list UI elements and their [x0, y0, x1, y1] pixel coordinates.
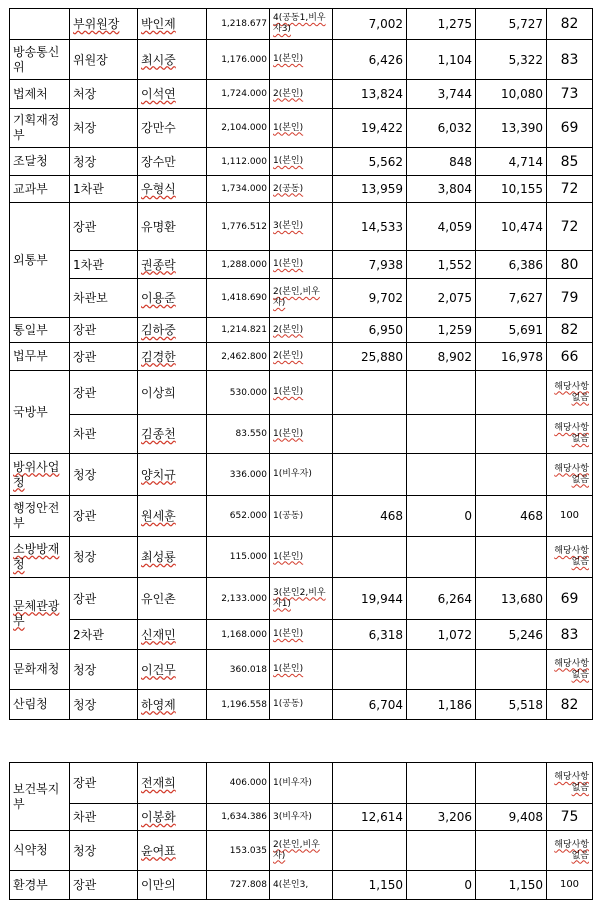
- org-cell: 보건복지부: [10, 763, 70, 831]
- org-cell: 문화재청: [10, 650, 70, 690]
- type-cell: 1(본인): [270, 371, 333, 415]
- value1-cell: 7,002: [333, 9, 407, 40]
- org-cell: 기획재정부: [10, 109, 70, 148]
- value2-cell: 6,264: [407, 578, 476, 620]
- share-cell: 1,776.512: [207, 203, 270, 251]
- value3-cell: 10,155: [476, 176, 547, 203]
- position-cell: 1차관: [70, 251, 138, 279]
- value1-cell: 19,944: [333, 578, 407, 620]
- org-cell: [10, 9, 70, 40]
- type-cell: 1(본인): [270, 415, 333, 454]
- position-cell: 차관보: [70, 279, 138, 318]
- value3-cell: 5,727: [476, 9, 547, 40]
- type-cell: 3(본인2,비우자1): [270, 578, 333, 620]
- position-cell: 청장: [70, 148, 138, 176]
- value2-cell: 1,275: [407, 9, 476, 40]
- org-cell: 통일부: [10, 318, 70, 343]
- score-cell: 해당사항없음: [547, 415, 593, 454]
- name-cell: 김종천: [138, 415, 207, 454]
- share-cell: 1,418.690: [207, 279, 270, 318]
- value1-cell: 14,533: [333, 203, 407, 251]
- value3-cell: 5,691: [476, 318, 547, 343]
- value1-cell: 6,318: [333, 620, 407, 650]
- name-cell: 원세훈: [138, 496, 207, 537]
- name-cell: 박인제: [138, 9, 207, 40]
- share-cell: 1,168.000: [207, 620, 270, 650]
- position-cell: 장관: [70, 203, 138, 251]
- name-cell: 이건무: [138, 650, 207, 690]
- value2-cell: 8,902: [407, 343, 476, 371]
- value2-cell: 1,259: [407, 318, 476, 343]
- org-cell: 식약청: [10, 831, 70, 871]
- value1-cell: [333, 763, 407, 804]
- value3-cell: [476, 371, 547, 415]
- type-cell: 1(비우자): [270, 763, 333, 804]
- value1-cell: 6,950: [333, 318, 407, 343]
- value2-cell: 0: [407, 496, 476, 537]
- value1-cell: 6,704: [333, 690, 407, 720]
- share-cell: 336.000: [207, 454, 270, 496]
- value2-cell: [407, 415, 476, 454]
- value3-cell: 13,390: [476, 109, 547, 148]
- share-cell: 115.000: [207, 537, 270, 578]
- type-cell: 1(공동): [270, 496, 333, 537]
- org-cell: 소방방재청: [10, 537, 70, 578]
- value1-cell: [333, 371, 407, 415]
- score-cell: 100: [547, 496, 593, 537]
- value3-cell: 10,080: [476, 80, 547, 109]
- value3-cell: [476, 763, 547, 804]
- score-cell: 82: [547, 9, 593, 40]
- score-cell: 75: [547, 804, 593, 831]
- type-cell: 1(본인): [270, 148, 333, 176]
- score-cell: 80: [547, 251, 593, 279]
- type-cell: 1(공동): [270, 690, 333, 720]
- score-cell: 해당사항없음: [547, 650, 593, 690]
- type-cell: 2(본인): [270, 318, 333, 343]
- value1-cell: 13,959: [333, 176, 407, 203]
- type-cell: 2(공동): [270, 176, 333, 203]
- share-cell: 2,104.000: [207, 109, 270, 148]
- value2-cell: 3,206: [407, 804, 476, 831]
- org-cell: 외통부: [10, 203, 70, 318]
- position-cell: 장관: [70, 871, 138, 900]
- org-cell: 법무부: [10, 343, 70, 371]
- value1-cell: 468: [333, 496, 407, 537]
- asset-table-2: [9, 762, 593, 900]
- score-cell: 해당사항없음: [547, 831, 593, 871]
- score-cell: 83: [547, 40, 593, 80]
- value3-cell: 468: [476, 496, 547, 537]
- position-cell: 부위원장: [70, 9, 138, 40]
- org-cell: 환경부: [10, 871, 70, 900]
- value2-cell: 4,059: [407, 203, 476, 251]
- value1-cell: [333, 454, 407, 496]
- asset-table-1-body: [10, 9, 593, 720]
- value1-cell: 7,938: [333, 251, 407, 279]
- score-cell: 79: [547, 279, 593, 318]
- value2-cell: [407, 831, 476, 871]
- value3-cell: 5,518: [476, 690, 547, 720]
- name-cell: 윤여표: [138, 831, 207, 871]
- name-cell: 양치규: [138, 454, 207, 496]
- org-cell: 문체관광부: [10, 578, 70, 650]
- share-cell: 406.000: [207, 763, 270, 804]
- name-cell: 신재민: [138, 620, 207, 650]
- share-cell: 1,196.558: [207, 690, 270, 720]
- name-cell: 유인촌: [138, 578, 207, 620]
- position-cell: 위원장: [70, 40, 138, 80]
- name-cell: 유명환: [138, 203, 207, 251]
- value3-cell: [476, 650, 547, 690]
- score-cell: 83: [547, 620, 593, 650]
- name-cell: 김하중: [138, 318, 207, 343]
- share-cell: 1,724.000: [207, 80, 270, 109]
- score-cell: 82: [547, 690, 593, 720]
- org-cell: 국방부: [10, 371, 70, 454]
- type-cell: 1(본인): [270, 650, 333, 690]
- type-cell: 1(본인): [270, 251, 333, 279]
- value2-cell: 1,552: [407, 251, 476, 279]
- name-cell: 장수만: [138, 148, 207, 176]
- share-cell: 360.018: [207, 650, 270, 690]
- type-cell: 1(본인): [270, 109, 333, 148]
- share-cell: 83.550: [207, 415, 270, 454]
- type-cell: 1(비우자): [270, 454, 333, 496]
- org-cell: 교과부: [10, 176, 70, 203]
- position-cell: 2차관: [70, 620, 138, 650]
- score-cell: 82: [547, 318, 593, 343]
- position-cell: 청장: [70, 650, 138, 690]
- score-cell: 72: [547, 176, 593, 203]
- position-cell: 처장: [70, 109, 138, 148]
- position-cell: 청장: [70, 690, 138, 720]
- value2-cell: 1,186: [407, 690, 476, 720]
- type-cell: 4(공동1,비우자3): [270, 9, 333, 40]
- value2-cell: 6,032: [407, 109, 476, 148]
- asset-table-1: [9, 8, 593, 720]
- value1-cell: 19,422: [333, 109, 407, 148]
- position-cell: 장관: [70, 343, 138, 371]
- score-cell: 69: [547, 578, 593, 620]
- value1-cell: 9,702: [333, 279, 407, 318]
- share-cell: 1,218.677: [207, 9, 270, 40]
- share-cell: 2,462.800: [207, 343, 270, 371]
- name-cell: 이용준: [138, 279, 207, 318]
- value3-cell: 16,978: [476, 343, 547, 371]
- org-cell: 조달청: [10, 148, 70, 176]
- name-cell: 김경한: [138, 343, 207, 371]
- share-cell: 1,214.821: [207, 318, 270, 343]
- type-cell: 4(본인3,: [270, 871, 333, 900]
- type-cell: 2(본인,비우자): [270, 279, 333, 318]
- value3-cell: 1,150: [476, 871, 547, 900]
- org-cell: 산림청: [10, 690, 70, 720]
- type-cell: 2(본인): [270, 343, 333, 371]
- position-cell: 장관: [70, 763, 138, 804]
- value1-cell: [333, 537, 407, 578]
- value3-cell: [476, 537, 547, 578]
- position-cell: 차관: [70, 804, 138, 831]
- score-cell: 해당사항없음: [547, 454, 593, 496]
- name-cell: 권종락: [138, 251, 207, 279]
- value1-cell: 13,824: [333, 80, 407, 109]
- share-cell: 1,112.000: [207, 148, 270, 176]
- value2-cell: 1,072: [407, 620, 476, 650]
- type-cell: 3(비우자): [270, 804, 333, 831]
- value1-cell: 1,150: [333, 871, 407, 900]
- value2-cell: 1,104: [407, 40, 476, 80]
- value1-cell: [333, 831, 407, 871]
- position-cell: 1차관: [70, 176, 138, 203]
- score-cell: 해당사항없음: [547, 763, 593, 804]
- name-cell: 우형식: [138, 176, 207, 203]
- name-cell: 최시중: [138, 40, 207, 80]
- value3-cell: 13,680: [476, 578, 547, 620]
- value2-cell: [407, 650, 476, 690]
- org-cell: 방위사업청: [10, 454, 70, 496]
- position-cell: 청장: [70, 537, 138, 578]
- name-cell: 최성룡: [138, 537, 207, 578]
- type-cell: 3(본인): [270, 203, 333, 251]
- value3-cell: 6,386: [476, 251, 547, 279]
- value1-cell: 25,880: [333, 343, 407, 371]
- position-cell: 차관: [70, 415, 138, 454]
- value3-cell: 4,714: [476, 148, 547, 176]
- share-cell: 2,133.000: [207, 578, 270, 620]
- name-cell: 강만수: [138, 109, 207, 148]
- value1-cell: 6,426: [333, 40, 407, 80]
- value2-cell: [407, 763, 476, 804]
- name-cell: 이상희: [138, 371, 207, 415]
- score-cell: 85: [547, 148, 593, 176]
- position-cell: 청장: [70, 454, 138, 496]
- type-cell: 2(본인): [270, 80, 333, 109]
- name-cell: 이석연: [138, 80, 207, 109]
- type-cell: 1(본인): [270, 40, 333, 80]
- value2-cell: 3,804: [407, 176, 476, 203]
- value3-cell: [476, 454, 547, 496]
- position-cell: 장관: [70, 371, 138, 415]
- score-cell: 72: [547, 203, 593, 251]
- share-cell: 530.000: [207, 371, 270, 415]
- type-cell: 1(본인): [270, 620, 333, 650]
- position-cell: 청장: [70, 831, 138, 871]
- value1-cell: 5,562: [333, 148, 407, 176]
- share-cell: 727.808: [207, 871, 270, 900]
- share-cell: 153.035: [207, 831, 270, 871]
- position-cell: 장관: [70, 578, 138, 620]
- position-cell: 장관: [70, 318, 138, 343]
- score-cell: 66: [547, 343, 593, 371]
- org-cell: 행정안전부: [10, 496, 70, 537]
- share-cell: 652.000: [207, 496, 270, 537]
- value1-cell: 12,614: [333, 804, 407, 831]
- value2-cell: [407, 537, 476, 578]
- score-cell: 69: [547, 109, 593, 148]
- name-cell: 전재희: [138, 763, 207, 804]
- value3-cell: 5,322: [476, 40, 547, 80]
- value3-cell: [476, 831, 547, 871]
- name-cell: 이만의: [138, 871, 207, 900]
- asset-table-2-body: [10, 763, 593, 900]
- score-cell: 해당사항없음: [547, 371, 593, 415]
- name-cell: 이봉화: [138, 804, 207, 831]
- type-cell: 1(본인): [270, 537, 333, 578]
- value3-cell: 5,246: [476, 620, 547, 650]
- value3-cell: 7,627: [476, 279, 547, 318]
- score-cell: 해당사항없음: [547, 537, 593, 578]
- position-cell: 장관: [70, 496, 138, 537]
- value3-cell: 10,474: [476, 203, 547, 251]
- value3-cell: [476, 415, 547, 454]
- share-cell: 1,288.000: [207, 251, 270, 279]
- value2-cell: 0: [407, 871, 476, 900]
- value2-cell: 3,744: [407, 80, 476, 109]
- value2-cell: [407, 371, 476, 415]
- type-cell: 2(본인,비우자): [270, 831, 333, 871]
- share-cell: 1,634.386: [207, 804, 270, 831]
- value1-cell: [333, 650, 407, 690]
- org-cell: 법제처: [10, 80, 70, 109]
- share-cell: 1,734.000: [207, 176, 270, 203]
- score-cell: 100: [547, 871, 593, 900]
- value2-cell: 2,075: [407, 279, 476, 318]
- share-cell: 1,176.000: [207, 40, 270, 80]
- value2-cell: [407, 454, 476, 496]
- value1-cell: [333, 415, 407, 454]
- value2-cell: 848: [407, 148, 476, 176]
- value3-cell: 9,408: [476, 804, 547, 831]
- org-cell: 방송통신위: [10, 40, 70, 80]
- score-cell: 73: [547, 80, 593, 109]
- position-cell: 처장: [70, 80, 138, 109]
- name-cell: 하영제: [138, 690, 207, 720]
